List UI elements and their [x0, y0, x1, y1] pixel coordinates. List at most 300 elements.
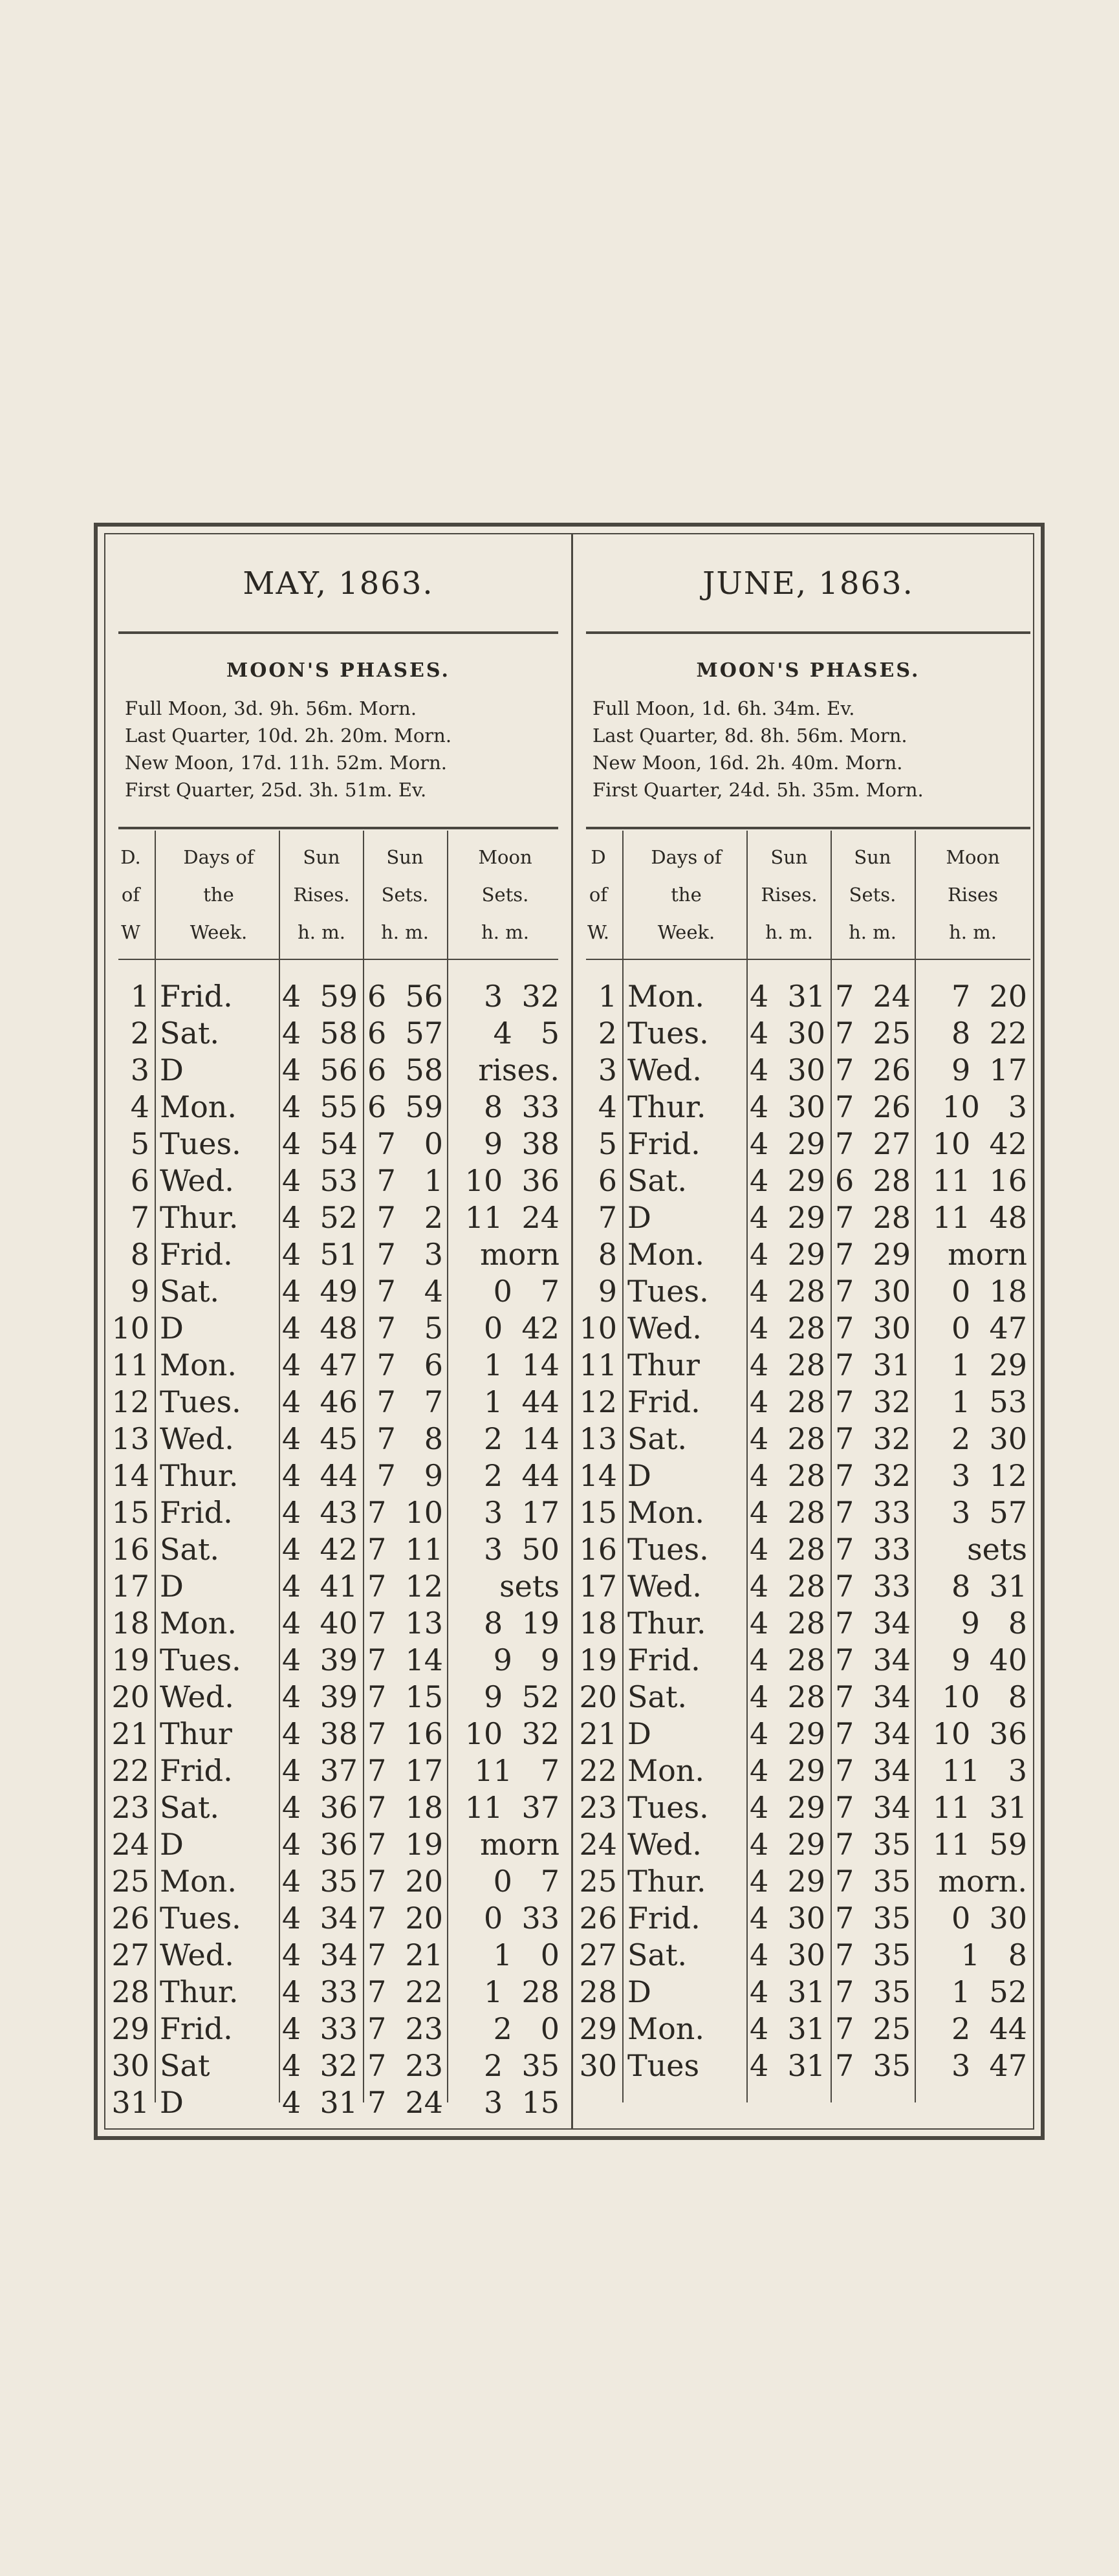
weekday-cell: D: [627, 1974, 651, 2009]
moon-cell: 9 8: [961, 1606, 1027, 1641]
moon-cell: sets: [967, 1532, 1027, 1567]
moon-cell: 3 12: [951, 1458, 1027, 1493]
header-sunset: Sun Sets. h. m.: [381, 846, 429, 943]
table-row: [573, 1162, 1043, 1199]
sunset-cell: 7 13: [367, 1606, 443, 1641]
moon-cell: 10 42: [932, 1126, 1027, 1161]
table-row: [573, 1199, 1043, 1236]
sunrise-cell: 4 31: [281, 2085, 358, 2120]
weekday-cell: Thur: [627, 1348, 700, 1382]
day-number-cell: 27: [111, 1937, 149, 1972]
calendar-inner-border: [104, 533, 1034, 2130]
day-number-cell: 8: [598, 1237, 617, 1272]
table-row: [573, 1236, 1043, 1273]
weekday-cell: Sat.: [160, 1016, 220, 1051]
day-number-cell: 29: [579, 2011, 617, 2046]
moon-cell: 7 20: [951, 979, 1027, 1014]
sunset-cell: 7 30: [834, 1311, 911, 1346]
weekday-cell: Frid.: [627, 1384, 701, 1419]
table-row: [573, 2047, 1043, 2084]
may-panel: [105, 534, 571, 2128]
table-row: [573, 1568, 1043, 1605]
table-row: [105, 1716, 571, 1752]
moon-cell: 9 17: [951, 1053, 1027, 1087]
moon-cell: 3 17: [483, 1495, 560, 1530]
moon-cell: 10 36: [932, 1716, 1027, 1751]
table-row: [105, 1937, 571, 1974]
sunrise-cell: 4 34: [281, 1901, 358, 1936]
sunrise-cell: 4 28: [749, 1679, 825, 1714]
day-number-cell: 12: [579, 1384, 617, 1419]
table-row: [105, 1273, 571, 1310]
moon-cell: 3 57: [951, 1495, 1027, 1530]
day-number-cell: 1: [598, 979, 617, 1014]
sunset-cell: 7 17: [367, 1753, 443, 1788]
moon-cell: 9 40: [951, 1643, 1027, 1677]
table-row: [573, 1974, 1043, 2011]
weekday-cell: D: [160, 2085, 184, 2120]
day-number-cell: 30: [111, 2048, 149, 2083]
sunrise-cell: 4 46: [281, 1384, 358, 1419]
day-number-cell: 3: [598, 1053, 617, 1087]
moon-cell: 1 8: [961, 1937, 1027, 1972]
day-number-cell: 27: [579, 1937, 617, 1972]
sunset-cell: 7 32: [834, 1421, 911, 1456]
sunrise-cell: 4 47: [281, 1348, 358, 1382]
moon-cell: 0 30: [951, 1901, 1027, 1936]
sunset-cell: 7 32: [834, 1458, 911, 1493]
sunrise-cell: 4 28: [749, 1495, 825, 1530]
table-row: [573, 978, 1043, 1015]
sunrise-cell: 4 31: [749, 2048, 825, 2083]
sunset-cell: 7 31: [834, 1348, 911, 1382]
table-row: [573, 2011, 1043, 2047]
day-number-cell: 2: [130, 1016, 149, 1051]
sunset-cell: 6 59: [367, 1089, 443, 1124]
header-dw: D. of W: [120, 846, 141, 943]
weekday-cell: Tues.: [627, 1016, 709, 1051]
sunrise-cell: 4 48: [281, 1311, 358, 1346]
phase-line: Last Quarter, 8d. 8h. 56m. Morn.: [592, 725, 907, 747]
weekday-cell: Frid.: [627, 1126, 701, 1161]
moon-cell: 0 42: [483, 1311, 560, 1346]
table-row: [573, 1716, 1043, 1752]
day-number-cell: 10: [111, 1311, 149, 1346]
sunrise-cell: 4 29: [749, 1200, 825, 1235]
table-row: [105, 1531, 571, 1568]
moon-cell: 2 30: [951, 1421, 1027, 1456]
sunset-cell: 7 10: [367, 1495, 443, 1530]
weekday-cell: Tues.: [627, 1790, 709, 1825]
sunset-cell: 7 35: [834, 1937, 911, 1972]
moon-cell: 1 28: [483, 1974, 560, 2009]
sunset-cell: 7 25: [834, 1016, 911, 1051]
moon-cell: 9 9: [493, 1643, 560, 1677]
weekday-cell: Sat.: [627, 1421, 688, 1456]
table-row: [105, 1900, 571, 1937]
moon-cell: 11 3: [942, 1753, 1027, 1788]
sunset-cell: 7 29: [834, 1237, 911, 1272]
sunset-cell: 7 35: [834, 2048, 911, 2083]
day-number-cell: 18: [579, 1606, 617, 1641]
sunrise-cell: 4 30: [749, 1937, 825, 1972]
moon-cell: 2 0: [493, 2011, 560, 2046]
sunrise-cell: 4 53: [281, 1163, 358, 1198]
sunrise-cell: 4 31: [749, 1974, 825, 2009]
day-number-cell: 17: [579, 1569, 617, 1604]
month-title: JUNE, 1863.: [702, 565, 914, 602]
moon-cell: 1 0: [493, 1937, 560, 1972]
weekday-cell: Mon.: [627, 1753, 705, 1788]
sunrise-cell: 4 29: [749, 1790, 825, 1825]
day-number-cell: 13: [111, 1421, 149, 1456]
header-moon: Moon Rises h. m.: [946, 846, 1000, 943]
table-row: [573, 1679, 1043, 1716]
sunset-cell: 7 23: [367, 2048, 443, 2083]
weekday-cell: Sat: [160, 2048, 210, 2083]
sunset-cell: 7 30: [834, 1274, 911, 1309]
table-row: [105, 1494, 571, 1531]
weekday-cell: D: [627, 1716, 651, 1751]
day-number-cell: 29: [111, 2011, 149, 2046]
sunrise-cell: 4 36: [281, 1827, 358, 1862]
day-number-cell: 7: [598, 1200, 617, 1235]
table-row: [105, 1789, 571, 1826]
day-number-cell: 1: [130, 979, 149, 1014]
sunrise-cell: 4 28: [749, 1421, 825, 1456]
table-row: [105, 1236, 571, 1273]
day-number-cell: 4: [598, 1089, 617, 1124]
day-number-cell: 13: [579, 1421, 617, 1456]
sunset-cell: 7 27: [834, 1126, 911, 1161]
sunrise-cell: 4 30: [749, 1901, 825, 1936]
sunrise-cell: 4 28: [749, 1532, 825, 1567]
phase-line: Full Moon, 1d. 6h. 34m. Ev.: [592, 697, 855, 719]
table-row: [573, 1457, 1043, 1494]
moon-cell: 1 44: [483, 1384, 560, 1419]
day-number-cell: 15: [579, 1495, 617, 1530]
sunrise-cell: 4 28: [749, 1643, 825, 1677]
sunrise-cell: 4 35: [281, 1864, 358, 1899]
sunrise-cell: 4 45: [281, 1421, 358, 1456]
phase-line: New Moon, 16d. 2h. 40m. Morn.: [592, 752, 903, 774]
may-rows: [105, 978, 571, 2121]
sunrise-cell: 4 52: [281, 1200, 358, 1235]
day-number-cell: 8: [130, 1237, 149, 1272]
day-number-cell: 7: [130, 1200, 149, 1235]
sunrise-cell: 4 29: [749, 1827, 825, 1862]
day-number-cell: 23: [111, 1790, 149, 1825]
sunrise-cell: 4 31: [749, 2011, 825, 2046]
column-headers: [105, 838, 571, 955]
sunrise-cell: 4 34: [281, 1937, 358, 1972]
weekday-cell: Thur.: [627, 1864, 706, 1899]
day-number-cell: 20: [111, 1679, 149, 1714]
sunrise-cell: 4 28: [749, 1274, 825, 1309]
weekday-cell: Thur.: [627, 1089, 706, 1124]
table-row: [105, 1162, 571, 1199]
sunrise-cell: 4 41: [281, 1569, 358, 1604]
moon-cell: 11 48: [932, 1200, 1027, 1235]
sunrise-cell: 4 31: [749, 979, 825, 1014]
day-number-cell: 3: [130, 1053, 149, 1087]
phase-line: New Moon, 17d. 11h. 52m. Morn.: [125, 752, 447, 774]
weekday-cell: Mon.: [627, 979, 705, 1014]
day-number-cell: 26: [579, 1901, 617, 1936]
sunrise-cell: 4 28: [749, 1569, 825, 1604]
sunset-cell: 7 35: [834, 1864, 911, 1899]
weekday-cell: Mon.: [627, 1495, 705, 1530]
sunset-cell: 6 56: [367, 979, 443, 1014]
day-number-cell: 2: [598, 1016, 617, 1051]
rule: [586, 631, 1030, 634]
sunset-cell: 7 0: [376, 1126, 443, 1161]
moon-cell: morn: [948, 1237, 1027, 1272]
moon-cell: 1 52: [951, 1974, 1027, 2009]
table-row: [105, 1605, 571, 1642]
sunrise-cell: 4 49: [281, 1274, 358, 1309]
sunrise-cell: 4 32: [281, 2048, 358, 2083]
sunset-cell: 7 19: [367, 1827, 443, 1862]
moon-cell: 8 31: [951, 1569, 1027, 1604]
table-row: [105, 1347, 571, 1384]
weekday-cell: Thur.: [160, 1200, 239, 1235]
table-row: [573, 1531, 1043, 1568]
moon-phases: [125, 695, 558, 803]
moon-cell: 11 37: [464, 1790, 560, 1825]
phases-heading: MOON'S PHASES.: [226, 659, 450, 682]
sunset-cell: 7 1: [376, 1163, 443, 1198]
sunset-cell: 6 28: [834, 1163, 911, 1198]
table-row: [105, 2047, 571, 2084]
weekday-cell: Sat.: [627, 1163, 688, 1198]
sunset-cell: 7 25: [834, 2011, 911, 2046]
moon-cell: 1 29: [951, 1348, 1027, 1382]
sunrise-cell: 4 29: [749, 1126, 825, 1161]
weekday-cell: Wed.: [627, 1311, 702, 1346]
sunset-cell: 7 8: [376, 1421, 443, 1456]
sunset-cell: 7 14: [367, 1643, 443, 1677]
sunset-cell: 7 7: [376, 1384, 443, 1419]
moon-cell: 10 32: [464, 1716, 560, 1751]
day-number-cell: 11: [579, 1348, 617, 1382]
moon-cell: 10 8: [942, 1679, 1027, 1714]
day-number-cell: 24: [111, 1827, 149, 1862]
day-number-cell: 14: [579, 1458, 617, 1493]
day-number-cell: 30: [579, 2048, 617, 2083]
weekday-cell: Sat.: [160, 1790, 220, 1825]
moon-cell: 1 53: [951, 1384, 1027, 1419]
sunrise-cell: 4 30: [749, 1053, 825, 1087]
weekday-cell: Tues.: [160, 1384, 241, 1419]
sunrise-cell: 4 55: [281, 1089, 358, 1124]
weekday-cell: D: [160, 1053, 184, 1087]
sunset-cell: 7 22: [367, 1974, 443, 2009]
sunrise-cell: 4 39: [281, 1643, 358, 1677]
moon-cell: 3 15: [483, 2085, 560, 2120]
day-number-cell: 15: [111, 1495, 149, 1530]
rule: [586, 959, 1030, 960]
moon-cell: 2 14: [483, 1421, 560, 1456]
weekday-cell: Frid.: [160, 1495, 233, 1530]
sunrise-cell: 4 29: [749, 1163, 825, 1198]
table-row: [105, 1199, 571, 1236]
table-row: [573, 1826, 1043, 1863]
moon-cell: 11 31: [932, 1790, 1027, 1825]
sunrise-cell: 4 29: [749, 1753, 825, 1788]
sunrise-cell: 4 38: [281, 1716, 358, 1751]
sunset-cell: 7 20: [367, 1864, 443, 1899]
weekday-cell: Wed.: [160, 1163, 234, 1198]
day-number-cell: 6: [130, 1163, 149, 1198]
weekday-cell: Frid.: [160, 979, 233, 1014]
table-row: [105, 1974, 571, 2011]
table-row: [105, 1863, 571, 1900]
weekday-cell: Tues.: [627, 1532, 709, 1567]
moon-cell: 3 32: [483, 979, 560, 1014]
weekday-cell: Sat.: [160, 1274, 220, 1309]
day-number-cell: 12: [111, 1384, 149, 1419]
sunrise-cell: 4 30: [749, 1089, 825, 1124]
header-dw: D of W.: [587, 846, 609, 943]
sunrise-cell: 4 44: [281, 1458, 358, 1493]
weekday-cell: Mon.: [627, 1237, 705, 1272]
weekday-cell: Wed.: [627, 1053, 702, 1087]
weekday-cell: Frid.: [627, 1643, 701, 1677]
moon-cell: 9 52: [483, 1679, 560, 1714]
table-row: [573, 1310, 1043, 1347]
sunrise-cell: 4 42: [281, 1532, 358, 1567]
header-sunset: Sun Sets. h. m.: [849, 846, 896, 943]
moon-cell: 0 7: [493, 1274, 560, 1309]
day-number-cell: 21: [111, 1716, 149, 1751]
weekday-cell: Mon.: [160, 1606, 237, 1641]
day-number-cell: 22: [579, 1753, 617, 1788]
weekday-cell: Thur: [160, 1716, 232, 1751]
day-number-cell: 28: [111, 1974, 149, 2009]
sunset-cell: 7 16: [367, 1716, 443, 1751]
moon-cell: 10 3: [942, 1089, 1027, 1124]
sunset-cell: 7 24: [834, 979, 911, 1014]
table-row: [105, 1089, 571, 1126]
table-row: [105, 978, 571, 1015]
june-panel: [573, 534, 1043, 2128]
table-row: [105, 2011, 571, 2047]
table-row: [573, 1494, 1043, 1531]
table-row: [105, 1826, 571, 1863]
moon-cell: 11 24: [464, 1200, 560, 1235]
table-row: [105, 1642, 571, 1679]
sunrise-cell: 4 29: [749, 1716, 825, 1751]
day-number-cell: 14: [111, 1458, 149, 1493]
moon-cell: 11 59: [932, 1827, 1027, 1862]
rule: [118, 827, 558, 829]
sunset-cell: 7 18: [367, 1790, 443, 1825]
sunrise-cell: 4 28: [749, 1311, 825, 1346]
day-number-cell: 16: [111, 1532, 149, 1567]
moon-cell: 2 44: [951, 2011, 1027, 2046]
weekday-cell: Thur.: [160, 1458, 239, 1493]
sunset-cell: 7 24: [367, 2085, 443, 2120]
moon-cell: 1 14: [483, 1348, 560, 1382]
sunrise-cell: 4 43: [281, 1495, 358, 1530]
sunrise-cell: 4 37: [281, 1753, 358, 1788]
weekday-cell: Sat.: [160, 1532, 220, 1567]
phase-line: First Quarter, 25d. 3h. 51m. Ev.: [125, 779, 427, 801]
moon-cell: 2 44: [483, 1458, 560, 1493]
sunrise-cell: 4 51: [281, 1237, 358, 1272]
moon-cell: 8 22: [951, 1016, 1027, 1051]
sunset-cell: 7 34: [834, 1606, 911, 1641]
phases-heading: MOON'S PHASES.: [696, 659, 920, 682]
weekday-cell: Frid.: [160, 2011, 233, 2046]
sunset-cell: 7 6: [376, 1348, 443, 1382]
sunset-cell: 7 34: [834, 1716, 911, 1751]
sunrise-cell: 4 58: [281, 1016, 358, 1051]
sunrise-cell: 4 59: [281, 979, 358, 1014]
phase-line: Full Moon, 3d. 9h. 56m. Morn.: [125, 697, 417, 719]
sunrise-cell: 4 39: [281, 1679, 358, 1714]
sunset-cell: 7 32: [834, 1384, 911, 1419]
rule: [586, 827, 1030, 829]
day-number-cell: 10: [579, 1311, 617, 1346]
weekday-cell: Wed.: [160, 1421, 234, 1456]
day-number-cell: 19: [579, 1643, 617, 1677]
table-row: [573, 1089, 1043, 1126]
moon-cell: 0 47: [951, 1311, 1027, 1346]
table-row: [105, 2084, 571, 2121]
sunset-cell: 7 26: [834, 1053, 911, 1087]
sunset-cell: 7 15: [367, 1679, 443, 1714]
sunset-cell: 7 5: [376, 1311, 443, 1346]
month-title: MAY, 1863.: [243, 565, 434, 602]
day-number-cell: 21: [579, 1716, 617, 1751]
sunrise-cell: 4 33: [281, 1974, 358, 2009]
sunset-cell: 7 23: [367, 2011, 443, 2046]
moon-cell: 10 36: [464, 1163, 560, 1198]
moon-cell: 2 35: [483, 2048, 560, 2083]
table-row: [573, 1347, 1043, 1384]
sunset-cell: 7 34: [834, 1643, 911, 1677]
sunset-cell: 7 35: [834, 1827, 911, 1862]
table-row: [105, 1052, 571, 1089]
weekday-cell: Frid.: [160, 1237, 233, 1272]
table-row: [573, 1789, 1043, 1826]
phase-line: Last Quarter, 10d. 2h. 20m. Morn.: [125, 725, 452, 747]
day-number-cell: 23: [579, 1790, 617, 1825]
table-row: [573, 1937, 1043, 1974]
weekday-cell: Mon.: [627, 2011, 705, 2046]
moon-cell: 3 47: [951, 2048, 1027, 2083]
header-days: Days of the Week.: [183, 846, 254, 943]
moon-cell: 8 33: [483, 1089, 560, 1124]
table-row: [105, 1310, 571, 1347]
sunset-cell: 7 12: [367, 1569, 443, 1604]
day-number-cell: 24: [579, 1827, 617, 1862]
moon-cell: 11 16: [932, 1163, 1027, 1198]
day-number-cell: 17: [111, 1569, 149, 1604]
weekday-cell: Mon.: [160, 1089, 237, 1124]
sunrise-cell: 4 54: [281, 1126, 358, 1161]
sunset-cell: 7 26: [834, 1089, 911, 1124]
moon-cell: 0 18: [951, 1274, 1027, 1309]
sunset-cell: 7 33: [834, 1495, 911, 1530]
weekday-cell: Wed.: [627, 1569, 702, 1604]
table-row: [105, 1752, 571, 1789]
sunrise-cell: 4 40: [281, 1606, 358, 1641]
sunset-cell: 7 34: [834, 1679, 911, 1714]
weekday-cell: Wed.: [160, 1679, 234, 1714]
